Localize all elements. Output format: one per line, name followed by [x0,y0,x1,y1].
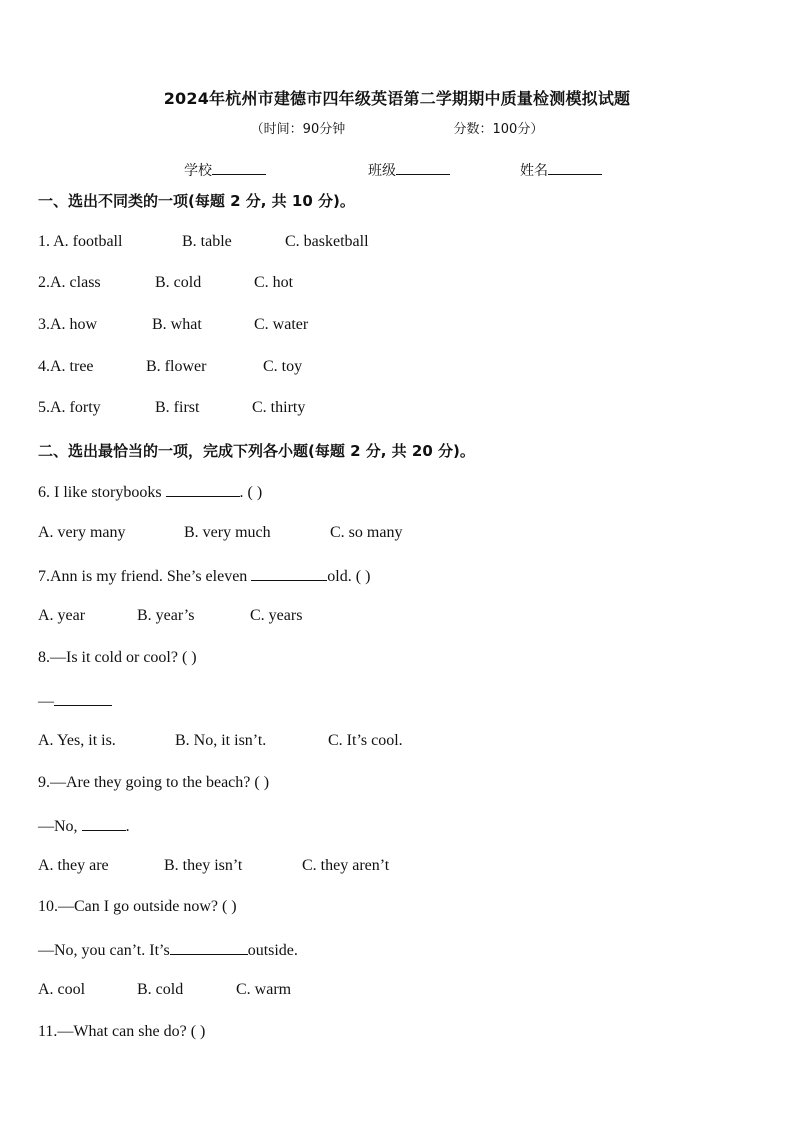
option-b: B. first [155,399,200,416]
question-2 [38,274,293,292]
option-a: A. year [38,607,86,624]
question-7 [38,566,370,586]
question-8-reply-dash: — [38,693,54,710]
option-c: C. thirty [252,399,306,416]
option-c: C. years [250,607,303,624]
option-a: A. they are [38,857,109,874]
option-b: B. cold [155,274,202,291]
option-b: B. cold [137,981,184,998]
option-a: 1. A. football [38,233,123,250]
question-1 [38,233,369,251]
question-10-reply-text: —No, you can’t. It’s [38,942,170,959]
question-10-reply [38,940,298,960]
question-10: 10.—Can I go outside now? ( ) [38,898,237,915]
option-c: C. hot [254,274,294,291]
name-field: 姓名 [520,160,548,180]
question-8: 8.—Is it cold or cool? ( ) [38,649,197,666]
option-a: A. very many [38,524,126,541]
option-c: C. water [254,316,309,333]
option-c: C. they aren’t [302,857,390,874]
option-b: B. very much [184,524,271,541]
exam-meta [0,118,794,137]
question-7-stem: 7.Ann is my friend. She’s eleven [38,568,248,585]
option-a: A. cool [38,981,86,998]
option-c: C. basketball [285,233,369,250]
question-10-options [38,981,291,999]
question-7-options [38,607,302,625]
answer-blank [251,566,327,581]
question-9-reply-text: —No, [38,818,78,835]
option-b: B. flower [146,358,207,375]
exam-score: 分数：100分） [453,122,544,137]
answer-blank [170,940,248,955]
option-b: B. they isn’t [164,857,243,874]
option-a: 3.A. how [38,316,98,333]
option-b: B. what [152,316,202,333]
question-6-options [38,524,402,542]
option-b: B. No, it isn’t. [175,732,267,749]
question-7-stem-end: old. ( ) [327,568,371,585]
question-3 [38,316,308,334]
question-8-reply [38,691,112,711]
option-c: C. It’s cool. [328,732,403,749]
question-4 [38,358,302,376]
question-6-stem-end: . ( ) [239,484,263,501]
question-9-options [38,857,389,875]
option-a: 4.A. tree [38,358,94,375]
section-2-title: 二、选出最恰当的一项，完成下列各小题(每题 2 分, 共 20 分)。 [38,442,475,460]
section-1-title: 一、选出不同类的一项(每题 2 分, 共 10 分)。 [38,192,355,210]
answer-blank [54,691,112,706]
answer-blank [82,816,126,831]
option-a: A. Yes, it is. [38,732,116,749]
answer-blank [166,482,240,497]
school-field: 学校 [184,160,212,180]
question-11: 11.—What can she do? ( ) [38,1023,206,1040]
question-6-stem: 6. I like storybooks [38,484,162,501]
question-9: 9.—Are they going to the beach? ( ) [38,774,270,791]
option-c: C. so many [330,524,403,541]
question-6 [38,482,262,502]
option-a: 5.A. forty [38,399,101,416]
question-10-reply-end: outside. [247,942,298,959]
class-field: 班级 [368,160,396,180]
question-8-options [38,732,403,750]
option-c: C. warm [236,981,292,998]
question-9-reply-end: . [125,818,130,835]
exam-time: （时间：90分钟 [250,122,346,137]
question-9-reply [38,816,130,836]
option-b: B. year’s [137,607,195,624]
option-b: B. table [182,233,232,250]
question-5 [38,399,305,417]
option-a: 2.A. class [38,274,101,291]
exam-title: 2024年杭州市建德市四年级英语第二学期期中质量检测模拟试题 [163,89,631,108]
option-c: C. toy [263,358,303,375]
